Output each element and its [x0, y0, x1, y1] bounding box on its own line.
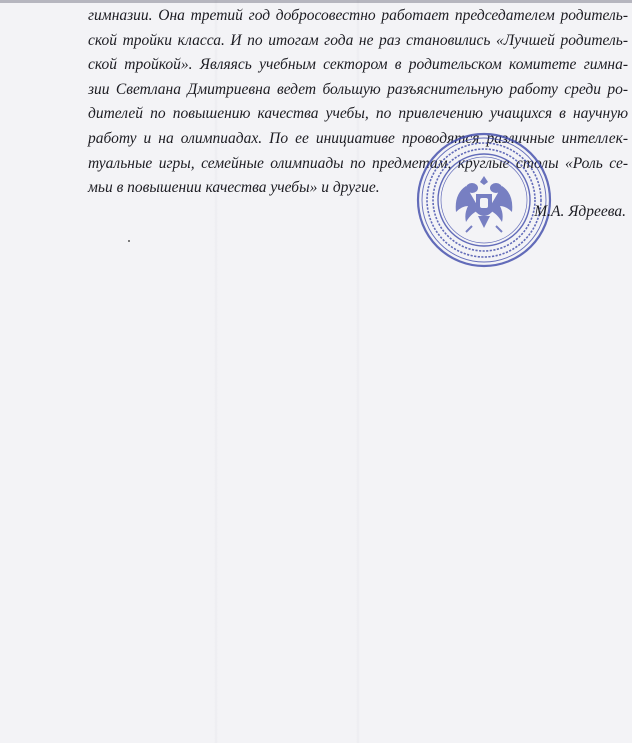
scan-edge [0, 0, 632, 3]
signature: М.А. Ядреева. [534, 203, 626, 220]
text-line: мьи в повышении качества учебы» и другие. [88, 179, 380, 197]
text-line: зии Светлана Дмитриевна ведет большую разъяснительную работу среди ро- [88, 80, 628, 98]
scan-speck [128, 240, 130, 242]
text-line: туальные игры, семейные олимпиады по предметам, круглые столы «Роль се- [88, 154, 628, 172]
official-seal-icon [414, 130, 554, 270]
text-line: работу и на олимпиадах. По ее инициативе проводятся различные интеллек- [88, 129, 628, 147]
text-line: дителей по повышению качества учебы, по привлечению учащихся в научную [88, 105, 628, 123]
text-line: гимназии. Она третий год добросовестно работает председателем родитель- [88, 7, 628, 24]
text-line: ской тройкой». Являясь учебным сектором в родительском комитете гимна- [88, 56, 628, 74]
text-line: ской тройки класса. И по итогам года не раз становились «Лучшей родитель- [88, 31, 628, 49]
